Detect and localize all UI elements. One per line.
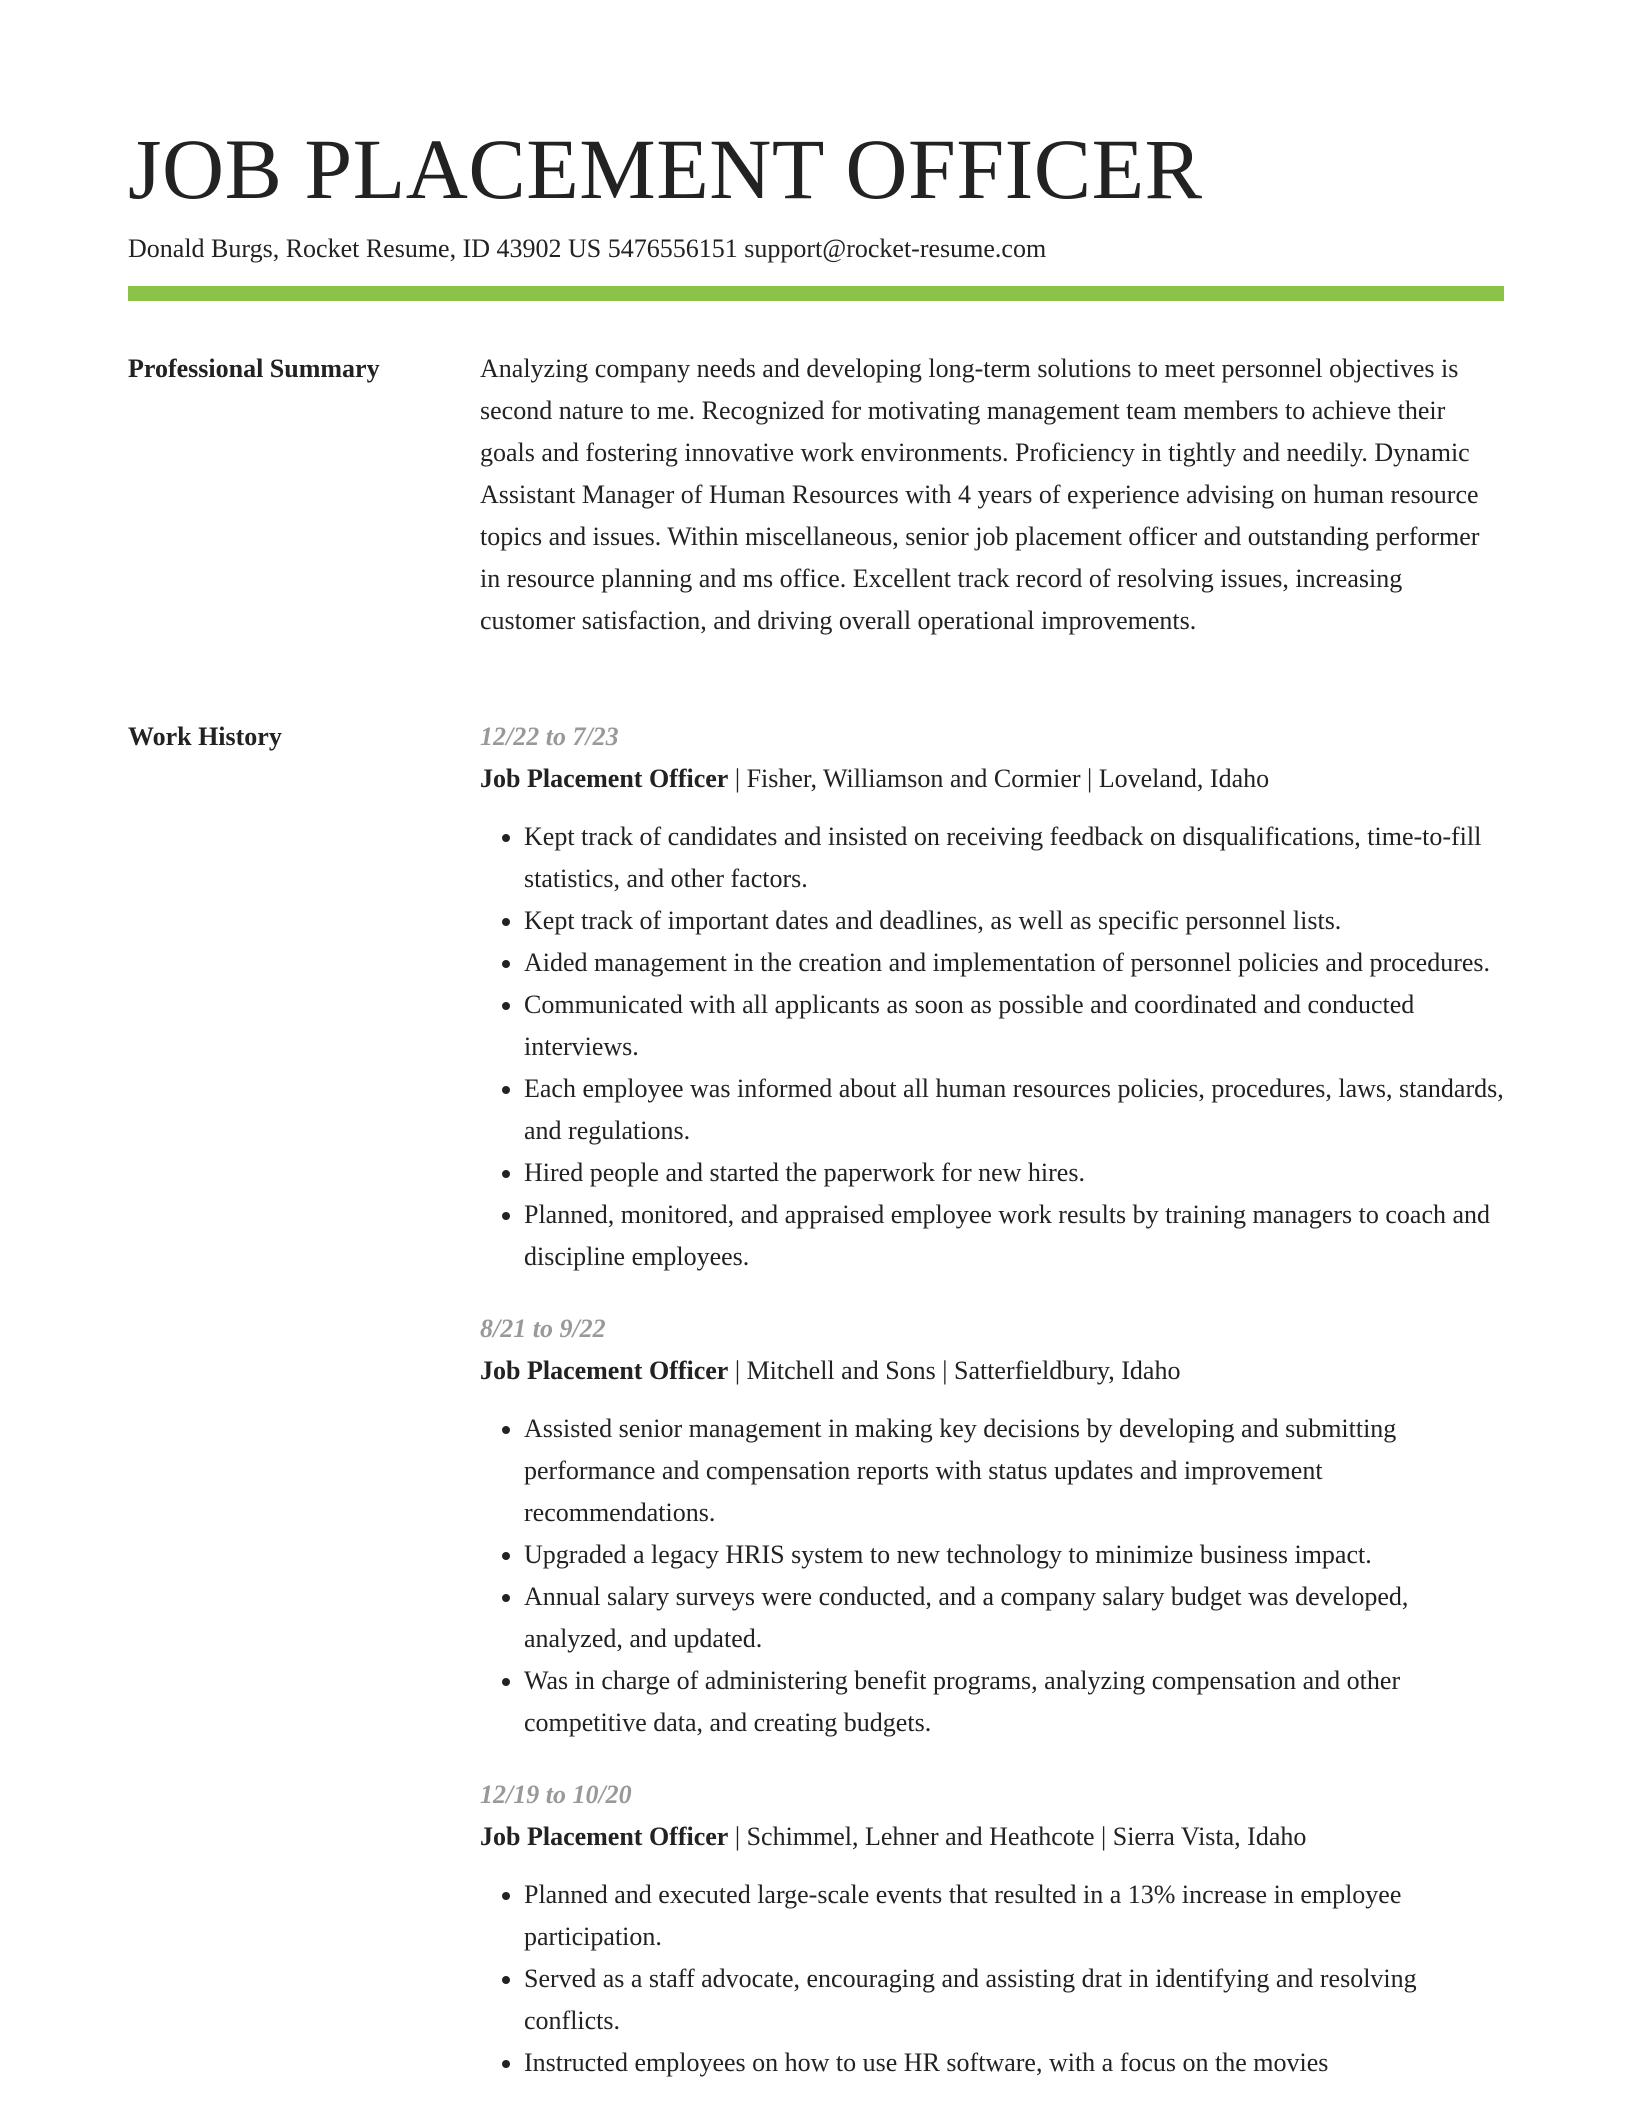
job-bullet: • Kept track of candidates and insisted on receiving feedback on disqualifications, time-to-fill statistics, and other factors. (524, 816, 1504, 900)
accent-divider (128, 286, 1504, 301)
job-dates: 12/22 to 7/23 (480, 722, 619, 751)
job-heading (480, 1816, 1504, 1858)
job-bullet: • Each employee was informed about all human resources policies, procedures, laws, standards, and regulations. (524, 1068, 1504, 1152)
job-title: Job Placement Officer (480, 1356, 729, 1385)
contact-line: Donald Burgs, Rocket Resume, ID 43902 US 5476556151 support@rocket-resume.com (128, 234, 1047, 263)
job-bullet: • Planned, monitored, and appraised employee work results by training managers to coach and discipline employees. (524, 1194, 1504, 1278)
work-history-body (480, 716, 1504, 2114)
job-title: Job Placement Officer (480, 1822, 729, 1851)
section-label-work-history: Work History (128, 722, 282, 751)
job-title: Job Placement Officer (480, 764, 729, 793)
job-employer-location: | Fisher, Williamson and Cormier | Loveland, Idaho (728, 764, 1270, 793)
job-bullet-list (480, 1874, 1504, 2084)
job-bullet: • Instructed employees on how to use HR software, with a focus on the movies (524, 2042, 1504, 2084)
job-bullet: • Hired people and started the paperwork for new hires. (524, 1152, 1504, 1194)
job-employer-location: | Schimmel, Lehner and Heathcote | Sierra Vista, Idaho (728, 1822, 1307, 1851)
section-label-summary: Professional Summary (128, 354, 380, 383)
job-heading (480, 758, 1504, 800)
job-bullet: • Aided management in the creation and implementation of personnel policies and procedures. (524, 942, 1504, 984)
job-bullet: • Communicated with all applicants as soon as possible and coordinated and conducted interviews. (524, 984, 1504, 1068)
job-heading (480, 1350, 1504, 1392)
job-bullet: • Served as a staff advocate, encouraging and assisting drat in identifying and resolving conflicts. (524, 1958, 1504, 2042)
job-bullet: • Planned and executed large-scale events that resulted in a 13% increase in employee participation. (524, 1874, 1504, 1958)
job-bullet: • Assisted senior management in making key decisions by developing and submitting performance and compensation reports with status updates and improvement recommendations. (524, 1408, 1504, 1534)
job-bullet-list (480, 1408, 1504, 1744)
job-bullet: • Was in charge of administering benefit programs, analyzing compensation and other competitive data, and creating budgets. (524, 1660, 1504, 1744)
job-bullet: • Upgraded a legacy HRIS system to new technology to minimize business impact. (524, 1534, 1504, 1576)
job-dates: 12/19 to 10/20 (480, 1780, 632, 1809)
job-entry (480, 1308, 1504, 1744)
job-employer-location: | Mitchell and Sons | Satterfieldbury, Idaho (728, 1356, 1181, 1385)
job-entry (480, 1774, 1504, 2084)
summary-body (480, 348, 1504, 642)
job-bullet-list (480, 816, 1504, 1278)
job-bullet: • Annual salary surveys were conducted, and a company salary budget was developed, analyzed, and updated. (524, 1576, 1504, 1660)
job-dates: 8/21 to 9/22 (480, 1314, 606, 1343)
summary-text: Analyzing company needs and developing long-term solutions to meet personnel objectives is second nature to me. Recognized for motivating management team members to achieve their goals and fostering innovative work environments. Proficiency in tightly and needily. Dynamic Assistant Manager of Human Resources with 4 years of experience advising on human resource topics and issues. Within miscellaneous, senior job placement officer and outstanding performer in resource planning and ms office. Excellent track record of resolving issues, increasing customer satisfaction, and driving overall operational improvements. (480, 354, 1480, 635)
resume-title: JOB PLACEMENT OFFICER (128, 121, 1203, 217)
job-entry (480, 716, 1504, 1278)
job-bullet: • Kept track of important dates and deadlines, as well as specific personnel lists. (524, 900, 1504, 942)
